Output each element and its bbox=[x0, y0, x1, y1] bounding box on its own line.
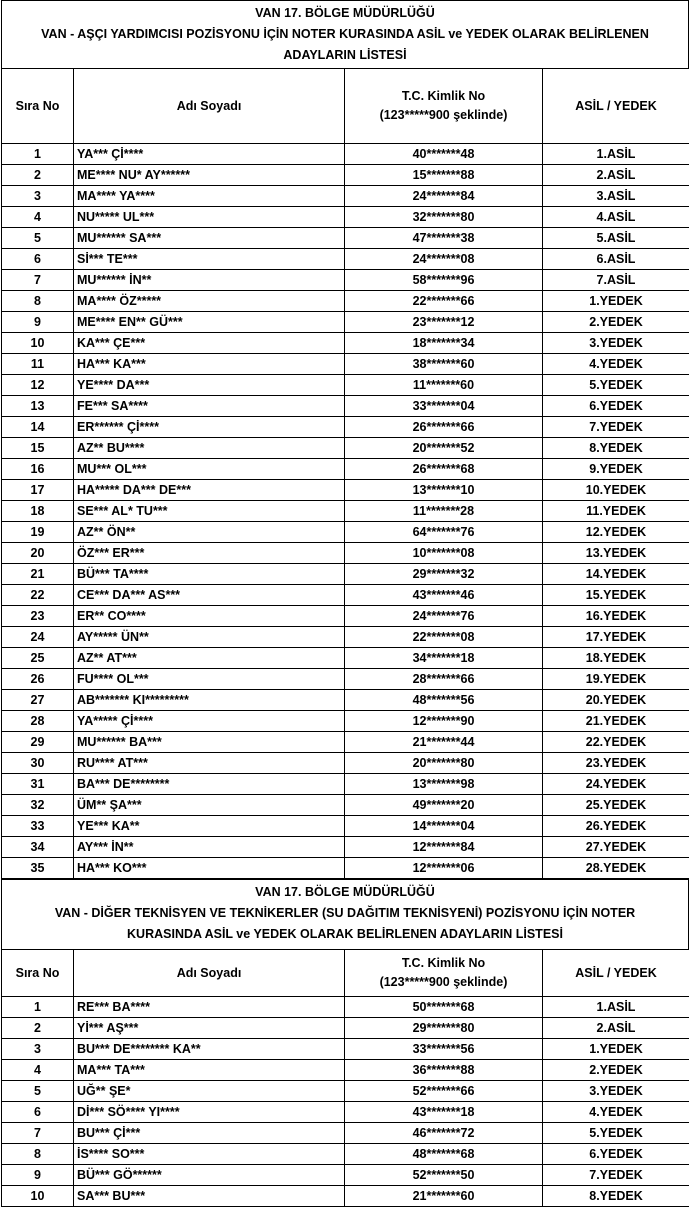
asil-yedek-status: 7.ASİL bbox=[543, 270, 689, 291]
table-row bbox=[2, 564, 689, 585]
candidate-name: MA**** YA**** bbox=[74, 186, 345, 207]
row-number: 15 bbox=[2, 438, 74, 459]
row-number: 17 bbox=[2, 480, 74, 501]
asil-yedek-status: 2.ASİL bbox=[543, 165, 689, 186]
row-number: 13 bbox=[2, 396, 74, 417]
table-row bbox=[2, 459, 689, 480]
asil-yedek-status: 10.YEDEK bbox=[543, 480, 689, 501]
candidate-name: SE*** AL* TU*** bbox=[74, 501, 345, 522]
candidate-name: İS**** SO*** bbox=[74, 1144, 345, 1165]
row-number: 8 bbox=[2, 291, 74, 312]
candidate-name: Yİ*** AŞ*** bbox=[74, 1018, 345, 1039]
candidate-name: AB******* KI********* bbox=[74, 690, 345, 711]
row-number: 28 bbox=[2, 711, 74, 732]
header-tc-kimlik bbox=[345, 69, 543, 144]
table-row bbox=[2, 795, 689, 816]
header-tc-line-1: T.C. Kimlik No bbox=[345, 954, 542, 973]
asil-yedek-status: 14.YEDEK bbox=[543, 564, 689, 585]
asil-yedek-status: 4.ASİL bbox=[543, 207, 689, 228]
asil-yedek-status: 27.YEDEK bbox=[543, 837, 689, 858]
tc-kimlik-no: 33*******04 bbox=[345, 396, 543, 417]
tc-kimlik-no: 13*******98 bbox=[345, 774, 543, 795]
asil-yedek-status: 2.YEDEK bbox=[543, 312, 689, 333]
candidate-name: MU*** OL*** bbox=[74, 459, 345, 480]
row-number: 16 bbox=[2, 459, 74, 480]
section1-header-row bbox=[2, 69, 689, 144]
section1-title-line-2: VAN - AŞÇI YARDIMCISI POZİSYONU İÇİN NOTER KURASINDA ASİL ve YEDEK OLARAK BELİRLENEN bbox=[6, 24, 684, 45]
header-sira-no: Sıra No bbox=[2, 950, 74, 997]
table-row bbox=[2, 711, 689, 732]
tc-kimlik-no: 12*******06 bbox=[345, 858, 543, 879]
table-row bbox=[2, 1165, 689, 1186]
table-row bbox=[2, 480, 689, 501]
row-number: 9 bbox=[2, 312, 74, 333]
tc-kimlik-no: 36*******88 bbox=[345, 1060, 543, 1081]
row-number: 21 bbox=[2, 564, 74, 585]
candidate-name: MA*** TA*** bbox=[74, 1060, 345, 1081]
table-row bbox=[2, 270, 689, 291]
asil-yedek-status: 1.ASİL bbox=[543, 997, 689, 1018]
header-asil-yedek: ASİL / YEDEK bbox=[543, 69, 689, 144]
row-number: 25 bbox=[2, 648, 74, 669]
row-number: 24 bbox=[2, 627, 74, 648]
asil-yedek-status: 11.YEDEK bbox=[543, 501, 689, 522]
tc-kimlik-no: 52*******66 bbox=[345, 1081, 543, 1102]
table-row bbox=[2, 997, 689, 1018]
candidate-name: HA*** KO*** bbox=[74, 858, 345, 879]
asil-yedek-status: 23.YEDEK bbox=[543, 753, 689, 774]
row-number: 19 bbox=[2, 522, 74, 543]
table-row bbox=[2, 690, 689, 711]
tc-kimlik-no: 38*******60 bbox=[345, 354, 543, 375]
asil-yedek-status: 5.ASİL bbox=[543, 228, 689, 249]
candidate-name: HA*** KA*** bbox=[74, 354, 345, 375]
table-row bbox=[2, 858, 689, 879]
table-row bbox=[2, 543, 689, 564]
asil-yedek-status: 17.YEDEK bbox=[543, 627, 689, 648]
section2-rows bbox=[2, 997, 689, 1207]
table-row bbox=[2, 1039, 689, 1060]
tc-kimlik-no: 24*******84 bbox=[345, 186, 543, 207]
candidate-name: ME**** EN** GÜ*** bbox=[74, 312, 345, 333]
section1-title bbox=[1, 0, 689, 68]
table-row bbox=[2, 1060, 689, 1081]
candidate-name: RE*** BA**** bbox=[74, 997, 345, 1018]
tc-kimlik-no: 18*******34 bbox=[345, 333, 543, 354]
candidate-name: AY*** İN** bbox=[74, 837, 345, 858]
tc-kimlik-no: 29*******80 bbox=[345, 1018, 543, 1039]
table-row bbox=[2, 228, 689, 249]
asil-yedek-status: 26.YEDEK bbox=[543, 816, 689, 837]
candidate-name: ÜM** ŞA*** bbox=[74, 795, 345, 816]
table-row bbox=[2, 669, 689, 690]
section2-title bbox=[1, 879, 689, 949]
tc-kimlik-no: 43*******18 bbox=[345, 1102, 543, 1123]
header-tc-line-1: T.C. Kimlik No bbox=[345, 87, 542, 106]
tc-kimlik-no: 22*******66 bbox=[345, 291, 543, 312]
section2-title-line-1: VAN 17. BÖLGE MÜDÜRLÜĞÜ bbox=[6, 882, 684, 903]
candidate-name: BÜ*** TA**** bbox=[74, 564, 345, 585]
table-row bbox=[2, 501, 689, 522]
asil-yedek-status: 7.YEDEK bbox=[543, 1165, 689, 1186]
tc-kimlik-no: 33*******56 bbox=[345, 1039, 543, 1060]
candidate-name: YA*** Çİ**** bbox=[74, 144, 345, 165]
header-tc-line-2: (123*****900 şeklinde) bbox=[345, 106, 542, 125]
asil-yedek-status: 2.YEDEK bbox=[543, 1060, 689, 1081]
table-row bbox=[2, 1123, 689, 1144]
asil-yedek-status: 8.YEDEK bbox=[543, 1186, 689, 1207]
tc-kimlik-no: 58*******96 bbox=[345, 270, 543, 291]
tc-kimlik-no: 20*******80 bbox=[345, 753, 543, 774]
table-row bbox=[2, 837, 689, 858]
tc-kimlik-no: 26*******68 bbox=[345, 459, 543, 480]
tc-kimlik-no: 14*******04 bbox=[345, 816, 543, 837]
table-row bbox=[2, 1144, 689, 1165]
table-row bbox=[2, 291, 689, 312]
asil-yedek-status: 6.ASİL bbox=[543, 249, 689, 270]
tc-kimlik-no: 15*******88 bbox=[345, 165, 543, 186]
asil-yedek-status: 13.YEDEK bbox=[543, 543, 689, 564]
table-row bbox=[2, 774, 689, 795]
row-number: 4 bbox=[2, 1060, 74, 1081]
asil-yedek-status: 6.YEDEK bbox=[543, 396, 689, 417]
row-number: 3 bbox=[2, 1039, 74, 1060]
tc-kimlik-no: 11*******60 bbox=[345, 375, 543, 396]
asil-yedek-status: 21.YEDEK bbox=[543, 711, 689, 732]
asil-yedek-status: 24.YEDEK bbox=[543, 774, 689, 795]
table-row bbox=[2, 312, 689, 333]
row-number: 10 bbox=[2, 1186, 74, 1207]
section2-table bbox=[1, 949, 689, 1207]
tc-kimlik-no: 47*******38 bbox=[345, 228, 543, 249]
row-number: 27 bbox=[2, 690, 74, 711]
candidate-name: BÜ*** GÖ****** bbox=[74, 1165, 345, 1186]
table-row bbox=[2, 585, 689, 606]
asil-yedek-status: 9.YEDEK bbox=[543, 459, 689, 480]
table-row bbox=[2, 753, 689, 774]
tc-kimlik-no: 48*******68 bbox=[345, 1144, 543, 1165]
table-row bbox=[2, 417, 689, 438]
table-row bbox=[2, 333, 689, 354]
row-number: 7 bbox=[2, 1123, 74, 1144]
section1-title-line-1: VAN 17. BÖLGE MÜDÜRLÜĞÜ bbox=[6, 3, 684, 24]
row-number: 4 bbox=[2, 207, 74, 228]
tc-kimlik-no: 23*******12 bbox=[345, 312, 543, 333]
row-number: 11 bbox=[2, 354, 74, 375]
asil-yedek-status: 1.YEDEK bbox=[543, 291, 689, 312]
tc-kimlik-no: 40*******48 bbox=[345, 144, 543, 165]
section2-header-row bbox=[2, 950, 689, 997]
candidate-name: MU****** SA*** bbox=[74, 228, 345, 249]
tc-kimlik-no: 22*******08 bbox=[345, 627, 543, 648]
row-number: 10 bbox=[2, 333, 74, 354]
row-number: 5 bbox=[2, 1081, 74, 1102]
asil-yedek-status: 3.ASİL bbox=[543, 186, 689, 207]
tc-kimlik-no: 21*******60 bbox=[345, 1186, 543, 1207]
asil-yedek-status: 18.YEDEK bbox=[543, 648, 689, 669]
table-row bbox=[2, 1018, 689, 1039]
tc-kimlik-no: 24*******76 bbox=[345, 606, 543, 627]
row-number: 3 bbox=[2, 186, 74, 207]
row-number: 5 bbox=[2, 228, 74, 249]
asil-yedek-status: 3.YEDEK bbox=[543, 333, 689, 354]
section1-rows bbox=[2, 144, 689, 879]
asil-yedek-status: 3.YEDEK bbox=[543, 1081, 689, 1102]
section2-title-line-2: VAN - DİĞER TEKNİSYEN VE TEKNİKERLER (SU DAĞITIM TEKNİSYENİ) POZİSYONU İÇİN NOTER bbox=[6, 903, 684, 924]
tc-kimlik-no: 50*******68 bbox=[345, 997, 543, 1018]
tc-kimlik-no: 64*******76 bbox=[345, 522, 543, 543]
row-number: 32 bbox=[2, 795, 74, 816]
candidate-name: HA***** DA*** DE*** bbox=[74, 480, 345, 501]
tc-kimlik-no: 49*******20 bbox=[345, 795, 543, 816]
tc-kimlik-no: 52*******50 bbox=[345, 1165, 543, 1186]
row-number: 6 bbox=[2, 1102, 74, 1123]
asil-yedek-status: 16.YEDEK bbox=[543, 606, 689, 627]
table-row bbox=[2, 438, 689, 459]
tc-kimlik-no: 13*******10 bbox=[345, 480, 543, 501]
table-row bbox=[2, 816, 689, 837]
asil-yedek-status: 25.YEDEK bbox=[543, 795, 689, 816]
tc-kimlik-no: 26*******66 bbox=[345, 417, 543, 438]
tc-kimlik-no: 11*******28 bbox=[345, 501, 543, 522]
candidate-name: FE*** SA**** bbox=[74, 396, 345, 417]
asil-yedek-status: 2.ASİL bbox=[543, 1018, 689, 1039]
tc-kimlik-no: 21*******44 bbox=[345, 732, 543, 753]
candidate-name: RU**** AT*** bbox=[74, 753, 345, 774]
section1-table bbox=[1, 68, 689, 879]
candidate-name: BU*** Çİ*** bbox=[74, 1123, 345, 1144]
candidate-name: ER****** Çİ**** bbox=[74, 417, 345, 438]
asil-yedek-status: 28.YEDEK bbox=[543, 858, 689, 879]
row-number: 6 bbox=[2, 249, 74, 270]
asil-yedek-status: 20.YEDEK bbox=[543, 690, 689, 711]
header-sira-no: Sıra No bbox=[2, 69, 74, 144]
table-row bbox=[2, 522, 689, 543]
row-number: 2 bbox=[2, 165, 74, 186]
table-row bbox=[2, 396, 689, 417]
row-number: 23 bbox=[2, 606, 74, 627]
table-row bbox=[2, 1102, 689, 1123]
row-number: 1 bbox=[2, 144, 74, 165]
document-page bbox=[1, 0, 689, 1207]
row-number: 7 bbox=[2, 270, 74, 291]
header-tc-line-2: (123*****900 şeklinde) bbox=[345, 973, 542, 992]
asil-yedek-status: 12.YEDEK bbox=[543, 522, 689, 543]
table-row bbox=[2, 1186, 689, 1207]
row-number: 20 bbox=[2, 543, 74, 564]
asil-yedek-status: 15.YEDEK bbox=[543, 585, 689, 606]
candidate-name: AY***** ÜN** bbox=[74, 627, 345, 648]
table-row bbox=[2, 627, 689, 648]
tc-kimlik-no: 46*******72 bbox=[345, 1123, 543, 1144]
asil-yedek-status: 8.YEDEK bbox=[543, 438, 689, 459]
tc-kimlik-no: 12*******84 bbox=[345, 837, 543, 858]
header-tc-kimlik bbox=[345, 950, 543, 997]
tc-kimlik-no: 28*******66 bbox=[345, 669, 543, 690]
header-adi-soyadi: Adı Soyadı bbox=[74, 950, 345, 997]
candidate-name: SA*** BU*** bbox=[74, 1186, 345, 1207]
table-row bbox=[2, 354, 689, 375]
candidate-name: YE*** KA** bbox=[74, 816, 345, 837]
row-number: 18 bbox=[2, 501, 74, 522]
asil-yedek-status: 4.YEDEK bbox=[543, 1102, 689, 1123]
candidate-name: Sİ*** TE*** bbox=[74, 249, 345, 270]
candidate-name: AZ** AT*** bbox=[74, 648, 345, 669]
table-row bbox=[2, 186, 689, 207]
row-number: 31 bbox=[2, 774, 74, 795]
asil-yedek-status: 5.YEDEK bbox=[543, 1123, 689, 1144]
asil-yedek-status: 1.YEDEK bbox=[543, 1039, 689, 1060]
section1-title-line-3: ADAYLARIN LİSTESİ bbox=[6, 45, 684, 66]
candidate-name: MA**** ÖZ***** bbox=[74, 291, 345, 312]
section2-title-line-3: KURASINDA ASİL ve YEDEK OLARAK BELİRLENEN ADAYLARIN LİSTESİ bbox=[6, 924, 684, 945]
row-number: 30 bbox=[2, 753, 74, 774]
tc-kimlik-no: 12*******90 bbox=[345, 711, 543, 732]
row-number: 22 bbox=[2, 585, 74, 606]
row-number: 14 bbox=[2, 417, 74, 438]
asil-yedek-status: 1.ASİL bbox=[543, 144, 689, 165]
candidate-name: MU****** İN** bbox=[74, 270, 345, 291]
asil-yedek-status: 19.YEDEK bbox=[543, 669, 689, 690]
row-number: 12 bbox=[2, 375, 74, 396]
candidate-name: FU**** OL*** bbox=[74, 669, 345, 690]
candidate-name: KA*** ÇE*** bbox=[74, 333, 345, 354]
asil-yedek-status: 6.YEDEK bbox=[543, 1144, 689, 1165]
candidate-name: AZ** BU**** bbox=[74, 438, 345, 459]
table-row bbox=[2, 144, 689, 165]
candidate-name: ME**** NU* AY****** bbox=[74, 165, 345, 186]
tc-kimlik-no: 10*******08 bbox=[345, 543, 543, 564]
tc-kimlik-no: 20*******52 bbox=[345, 438, 543, 459]
candidate-name: BU*** DE******** KA** bbox=[74, 1039, 345, 1060]
table-row bbox=[2, 249, 689, 270]
table-row bbox=[2, 606, 689, 627]
candidate-name: UĞ** ŞE* bbox=[74, 1081, 345, 1102]
row-number: 8 bbox=[2, 1144, 74, 1165]
table-row bbox=[2, 732, 689, 753]
table-row bbox=[2, 648, 689, 669]
candidate-name: Dİ*** SÖ**** YI**** bbox=[74, 1102, 345, 1123]
table-row bbox=[2, 375, 689, 396]
header-asil-yedek: ASİL / YEDEK bbox=[543, 950, 689, 997]
table-row bbox=[2, 165, 689, 186]
tc-kimlik-no: 29*******32 bbox=[345, 564, 543, 585]
candidate-name: CE*** DA*** AS*** bbox=[74, 585, 345, 606]
candidate-name: BA*** DE******** bbox=[74, 774, 345, 795]
table-row bbox=[2, 1081, 689, 1102]
table-row bbox=[2, 207, 689, 228]
candidate-name: YA***** Çİ**** bbox=[74, 711, 345, 732]
row-number: 2 bbox=[2, 1018, 74, 1039]
row-number: 1 bbox=[2, 997, 74, 1018]
asil-yedek-status: 4.YEDEK bbox=[543, 354, 689, 375]
asil-yedek-status: 22.YEDEK bbox=[543, 732, 689, 753]
row-number: 33 bbox=[2, 816, 74, 837]
candidate-name: MU****** BA*** bbox=[74, 732, 345, 753]
row-number: 29 bbox=[2, 732, 74, 753]
tc-kimlik-no: 32*******80 bbox=[345, 207, 543, 228]
header-adi-soyadi: Adı Soyadı bbox=[74, 69, 345, 144]
row-number: 34 bbox=[2, 837, 74, 858]
candidate-name: ER** CO**** bbox=[74, 606, 345, 627]
candidate-name: ÖZ*** ER*** bbox=[74, 543, 345, 564]
asil-yedek-status: 5.YEDEK bbox=[543, 375, 689, 396]
asil-yedek-status: 7.YEDEK bbox=[543, 417, 689, 438]
tc-kimlik-no: 34*******18 bbox=[345, 648, 543, 669]
candidate-name: AZ** ÖN** bbox=[74, 522, 345, 543]
row-number: 35 bbox=[2, 858, 74, 879]
row-number: 9 bbox=[2, 1165, 74, 1186]
tc-kimlik-no: 48*******56 bbox=[345, 690, 543, 711]
tc-kimlik-no: 43*******46 bbox=[345, 585, 543, 606]
candidate-name: YE**** DA*** bbox=[74, 375, 345, 396]
candidate-name: NU***** UL*** bbox=[74, 207, 345, 228]
tc-kimlik-no: 24*******08 bbox=[345, 249, 543, 270]
row-number: 26 bbox=[2, 669, 74, 690]
